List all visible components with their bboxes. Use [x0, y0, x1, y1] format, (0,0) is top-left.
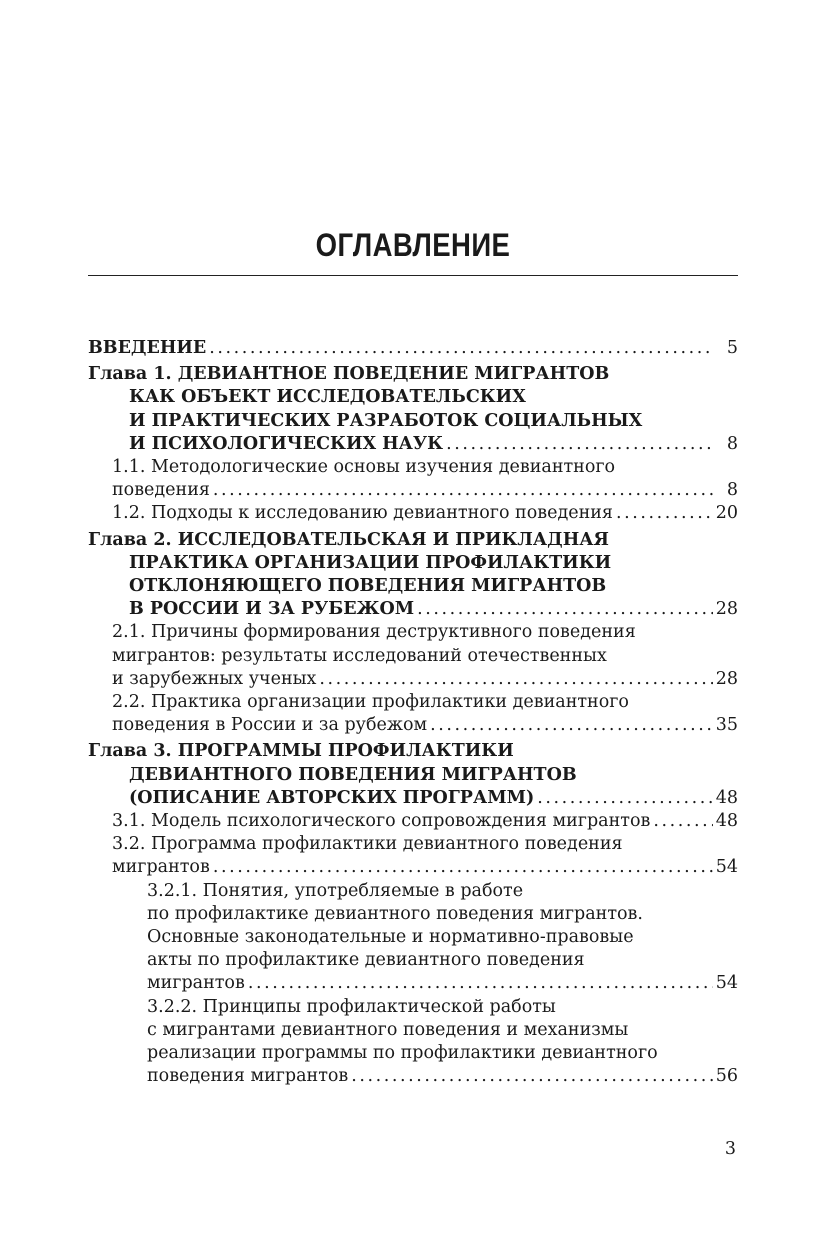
toc-entry-section-3-2[interactable]	[88, 833, 738, 879]
toc-entry-title-line: ПРАКТИКА ОРГАНИЗАЦИИ ПРОФИЛАКТИКИ	[129, 552, 612, 573]
page-number: 3	[724, 1139, 736, 1159]
toc-entry-title: Глава 3. ПРОГРАММЫ ПРОФИЛАКТИКИ	[88, 741, 514, 762]
toc-entry-title: 1.2. Подходы к исследованию девиантного поведения	[112, 503, 613, 524]
toc-entry-title-line: мигрантов	[112, 857, 210, 878]
toc-entry-title-line: (ОПИСАНИЕ АВТОРСКИХ ПРОГРАММ)	[129, 787, 535, 808]
dot-leader	[430, 714, 713, 737]
toc-page-number: 8	[726, 433, 738, 454]
toc-entry-section-2-2[interactable]	[88, 691, 738, 737]
toc-entry-title-line: И ПРАКТИЧЕСКИХ РАЗРАБОТОК СОЦИАЛЬНЫХ	[129, 410, 643, 431]
toc-entry-chapter-2[interactable]	[88, 529, 738, 622]
dot-leader	[213, 479, 713, 502]
toc-entry-section-3-2-1[interactable]	[88, 880, 738, 996]
dot-leader	[319, 668, 712, 691]
toc-entry-title-line: КАК ОБЪЕКТ ИССЛЕДОВАТЕЛЬСКИХ	[129, 387, 526, 408]
toc-entry-title: 1.1. Методологические основы изучения девиантного	[112, 457, 616, 478]
toc-entry-section-2-1[interactable]	[88, 621, 738, 691]
toc-entry-section-1-1[interactable]	[88, 456, 738, 502]
toc-entry-chapter-1[interactable]	[88, 363, 738, 456]
toc-page-number: 5	[726, 338, 738, 358]
toc-entry-title-line: мигрантов	[147, 973, 245, 994]
toc-entry-title: 3.2.2. Принципы профилактической работы	[147, 996, 556, 1017]
table-of-contents	[88, 337, 738, 1089]
toc-entry-title: ВВЕДЕНИЕ	[88, 338, 207, 358]
toc-entry-introduction[interactable]	[88, 337, 738, 360]
dot-leader	[537, 787, 712, 810]
toc-page-number: 8	[726, 480, 738, 501]
dot-leader	[446, 433, 713, 456]
toc-page-number: 56	[715, 1066, 738, 1087]
toc-entry-title-line: акты по профилактике девиантного поведения	[147, 950, 585, 971]
toc-entry-title-line: мигрантов: результаты исследований отечественных	[112, 645, 607, 666]
dot-leader	[653, 810, 712, 833]
toc-entry-section-3-2-2[interactable]	[88, 996, 738, 1089]
toc-page-number: 54	[715, 857, 738, 878]
toc-entry-title-line: Основные законодательные и нормативно-правовые	[147, 927, 634, 948]
toc-entry-title: 3.1. Модель психологического сопровождения мигрантов	[112, 811, 651, 832]
toc-page-number: 28	[715, 668, 738, 689]
toc-entry-title: Глава 1. ДЕВИАНТНОЕ ПОВЕДЕНИЕ МИГРАНТОВ	[88, 364, 610, 385]
toc-entry-title-line: поведения в России и за рубежом	[112, 715, 428, 736]
dot-leader	[616, 502, 713, 525]
toc-entry-title: 2.2. Практика организации профилактики девиантного	[112, 692, 629, 713]
dot-leader	[209, 337, 713, 360]
toc-entry-title-line: реализации программы по профилактики девиантного	[147, 1043, 658, 1064]
toc-page-number: 48	[715, 811, 738, 832]
toc-page-number: 28	[715, 599, 738, 620]
toc-entry-title-line: поведения	[112, 480, 210, 501]
toc-page-number: 35	[715, 715, 738, 736]
page-title: ОГЛАВЛЕНИЕ	[315, 227, 511, 263]
dot-leader	[351, 1065, 712, 1088]
toc-entry-title-line: И ПСИХОЛОГИЧЕСКИХ НАУК	[129, 433, 444, 454]
toc-entry-section-3-1[interactable]	[88, 810, 738, 833]
title-divider	[88, 275, 738, 276]
toc-entry-title-line: поведения мигрантов	[147, 1066, 349, 1087]
toc-entry-chapter-3[interactable]	[88, 740, 738, 810]
dot-leader	[213, 856, 713, 879]
toc-entry-section-1-2[interactable]	[88, 502, 738, 525]
toc-entry-title: 2.1. Причины формирования деструктивного поведения	[112, 622, 636, 643]
toc-entry-title-line: с мигрантами девиантного поведения и механизмы	[147, 1019, 629, 1040]
toc-entry-title: 3.2. Программа профилактики девиантного поведения	[112, 834, 623, 855]
toc-page-number: 48	[715, 787, 738, 808]
toc-entry-title-line: В РОССИИ И ЗА РУБЕЖОМ	[129, 599, 415, 620]
toc-page-number: 54	[715, 973, 738, 994]
toc-page-number: 20	[715, 503, 738, 524]
toc-entry-title: Глава 2. ИССЛЕДОВАТЕЛЬСКАЯ И ПРИКЛАДНАЯ	[88, 529, 609, 550]
toc-entry-title-line: ДЕВИАНТНОГО ПОВЕДЕНИЯ МИГРАНТОВ	[129, 764, 577, 785]
toc-entry-title-line: и зарубежных ученых	[112, 668, 317, 689]
toc-entry-title-line: по профилактике девиантного поведения мигрантов.	[147, 903, 643, 924]
toc-entry-title-line: ОТКЛОНЯЮЩЕГО ПОВЕДЕНИЯ МИГРАНТОВ	[129, 576, 607, 597]
dot-leader	[417, 598, 713, 621]
dot-leader	[248, 972, 713, 995]
toc-entry-title: 3.2.1. Понятия, употребляемые в работе	[147, 880, 524, 901]
